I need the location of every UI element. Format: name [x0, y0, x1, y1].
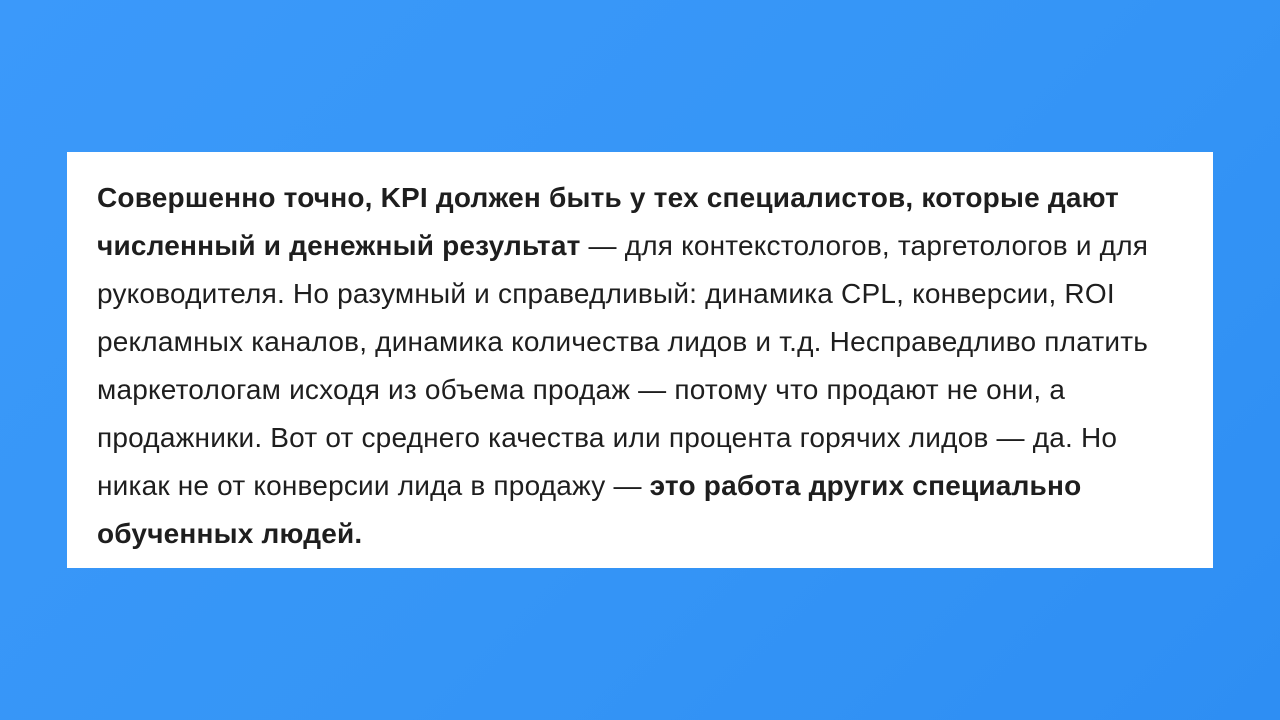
quote-segment-regular: — для контекстологов, таргетологов и для руководителя. Но разумный и справедливый: динамика CPL, конверсии, ROI рекламных каналов, динамика количества лидов и т.д. Несправедливо платить маркетологам исходя из объема продаж — потому что продают не они, а продажники. Вот от среднего качества или процента горячих лидов — да. Но никак не от конверсии лида в продажу — [97, 230, 1149, 501]
quote-paragraph [97, 174, 1183, 558]
quote-segment-bold: Совершенно точно, KPI должен быть у тех специалистов, которые дают численный и денежный результат [97, 182, 1119, 261]
quote-segment-bold: это работа других специально обученных людей. [97, 470, 1082, 549]
quote-card [67, 152, 1213, 568]
